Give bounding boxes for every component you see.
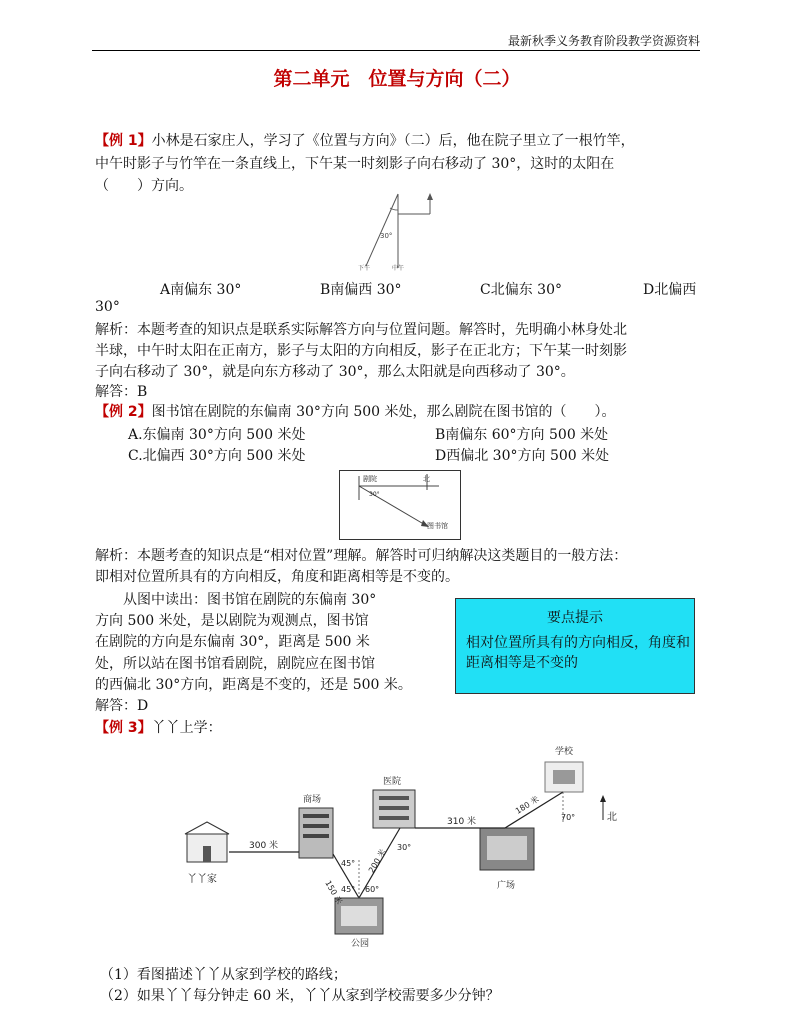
ex1-analysis-1: 解析：本题考查的知识点是联系实际解答方向与位置问题。解答时，先明确小林身处北 [95,322,627,338]
page-header [92,30,700,51]
angle-5: 70° [561,813,576,822]
angle-4: 30° [397,843,412,852]
mall-label: 商场 [303,795,322,805]
ex2-answer: 解答：D [95,698,149,714]
ex3-question-1: （1）看图描述丫丫从家到学校的路线； [100,967,347,983]
ex1-label-left: 下午 [358,265,371,272]
angle-3: 60° [365,885,380,894]
school-label: 学校 [555,747,574,757]
ex3-intro-line [95,718,222,738]
ex2-analysis-1: 解析：本题考查的知识点是“相对位置”理解。解答时可归纳解决这类题目的一般方法： [95,548,628,564]
ex2-theater-label: 剧院 [363,475,377,483]
ex1-analysis-2: 半球，中午时太阳在正南方，影子与太阳的方向相反，影子在正北方；下午某一时刻影 [95,343,627,359]
ex1-label-right: 中午 [392,265,405,272]
ex3-tag: 【例 3】 [95,720,152,736]
ex1-choice-d: D北偏西 [643,282,697,298]
ex1-analysis-3: 子向右移动了 30°，就是向东方移动了 30°，那么太阳就是向西移动了 30°。 [95,364,575,380]
ex3-intro: 丫丫上学： [151,720,222,736]
angle-1: 45° [341,859,356,868]
dist-square-school: 180 米 [513,794,541,816]
ex1-text1: 小林是石家庄人，学习了《位置与方向》（二）后，他在院子里立了一根竹竿， [151,133,635,149]
ex2-angle-label: 30° [369,491,380,498]
ex2-figure [339,470,461,540]
ex2-read-3: 在剧院的方向是东偏南 30°，距离是 500 米 [95,634,370,650]
arrow-head-icon [427,193,433,200]
ex2-read-4: 处，所以站在图书馆看剧院，剧院应在图书馆 [95,656,375,672]
ex1-angle-label: 30° [380,232,393,240]
dist-home-mall: 300 米 [249,841,279,851]
ex2-north-label: 北 [423,475,430,483]
ex1-slant [366,194,398,266]
page-title: 第二单元 位置与方向（二） [273,68,521,90]
ex2-read-1: 从图中读出：图书馆在剧院的东偏南 30° [95,592,377,608]
school-building [545,762,583,792]
tip-body: 相对位置所具有的方向相反，角度和距离相等是不变的 [466,635,690,671]
ex3-map [175,740,635,950]
park-label: 公园 [351,939,370,949]
ex1-line2: 中午时影子与竹竿在一条直线上，下午某一时刻影子向右移动了 30°，这时的太阳在 [95,156,615,172]
hospital-building [373,790,415,828]
header-brand: 最新秋季义务教育阶段教学资源资料 [507,34,700,48]
ex2-read-5: 的西偏北 30°方向，距离是不变的，还是 500 米。 [95,677,412,693]
ex2-choice-d: D西偏北 30°方向 500 米处 [435,448,610,464]
square-building [480,828,534,870]
ex1-choice-a: A南偏东 30° [160,282,242,298]
dist-park-hospital: 200 米 [366,847,388,875]
ex1-tag: 【例 1】 [95,133,152,149]
ex1-line3: （ ）方向。 [95,178,193,194]
home-building [185,822,229,862]
ex2-question: 图书馆在剧院的东偏南 30°方向 500 米处，那么剧院在图书馆的（ ）。 [151,404,616,420]
ex1-choice-cont: 30° [95,299,120,315]
tip-title: 要点提示 [547,610,603,626]
map-north-label: 北 [607,812,617,823]
ex1-figure [340,190,450,272]
dist-mall-park: 150 米 [323,879,344,906]
ex2-library-label: 图书馆 [427,522,448,530]
ex2-choice-c: C.北偏西 30°方向 500 米处 [128,448,306,464]
ex2-choice-a: A.东偏南 30°方向 500 米处 [128,427,306,443]
ex2-question-line [95,402,616,422]
arrow-head-icon [600,795,606,802]
tip-box [455,598,695,694]
ex2-tag: 【例 2】 [95,404,152,420]
ex2-choice-b: B南偏东 60°方向 500 米处 [435,427,609,443]
ex1-choice-c: C北偏东 30° [480,282,562,298]
hospital-label: 医院 [383,777,402,787]
ex1-answer: 解答：B [95,384,148,400]
ex2-analysis-2: 即相对位置所具有的方向相反，角度和距离相等是不变的。 [95,569,459,585]
dist-hospital-square: 310 米 [447,817,477,827]
square-label: 广场 [497,881,516,891]
ex3-question-2: （2）如果丫丫每分钟走 60 米，丫丫从家到学校需要多少分钟？ [100,988,500,1004]
ex1-line1 [95,131,635,151]
mall-building [299,808,333,858]
park-building [335,898,383,934]
angle-2: 45° [341,885,356,894]
ex1-choice-b: B南偏西 30° [320,282,402,298]
ex2-read-2: 方向 500 米处，是以剧院为观测点，图书馆 [95,613,369,629]
home-label: 丫丫家 [187,874,217,885]
